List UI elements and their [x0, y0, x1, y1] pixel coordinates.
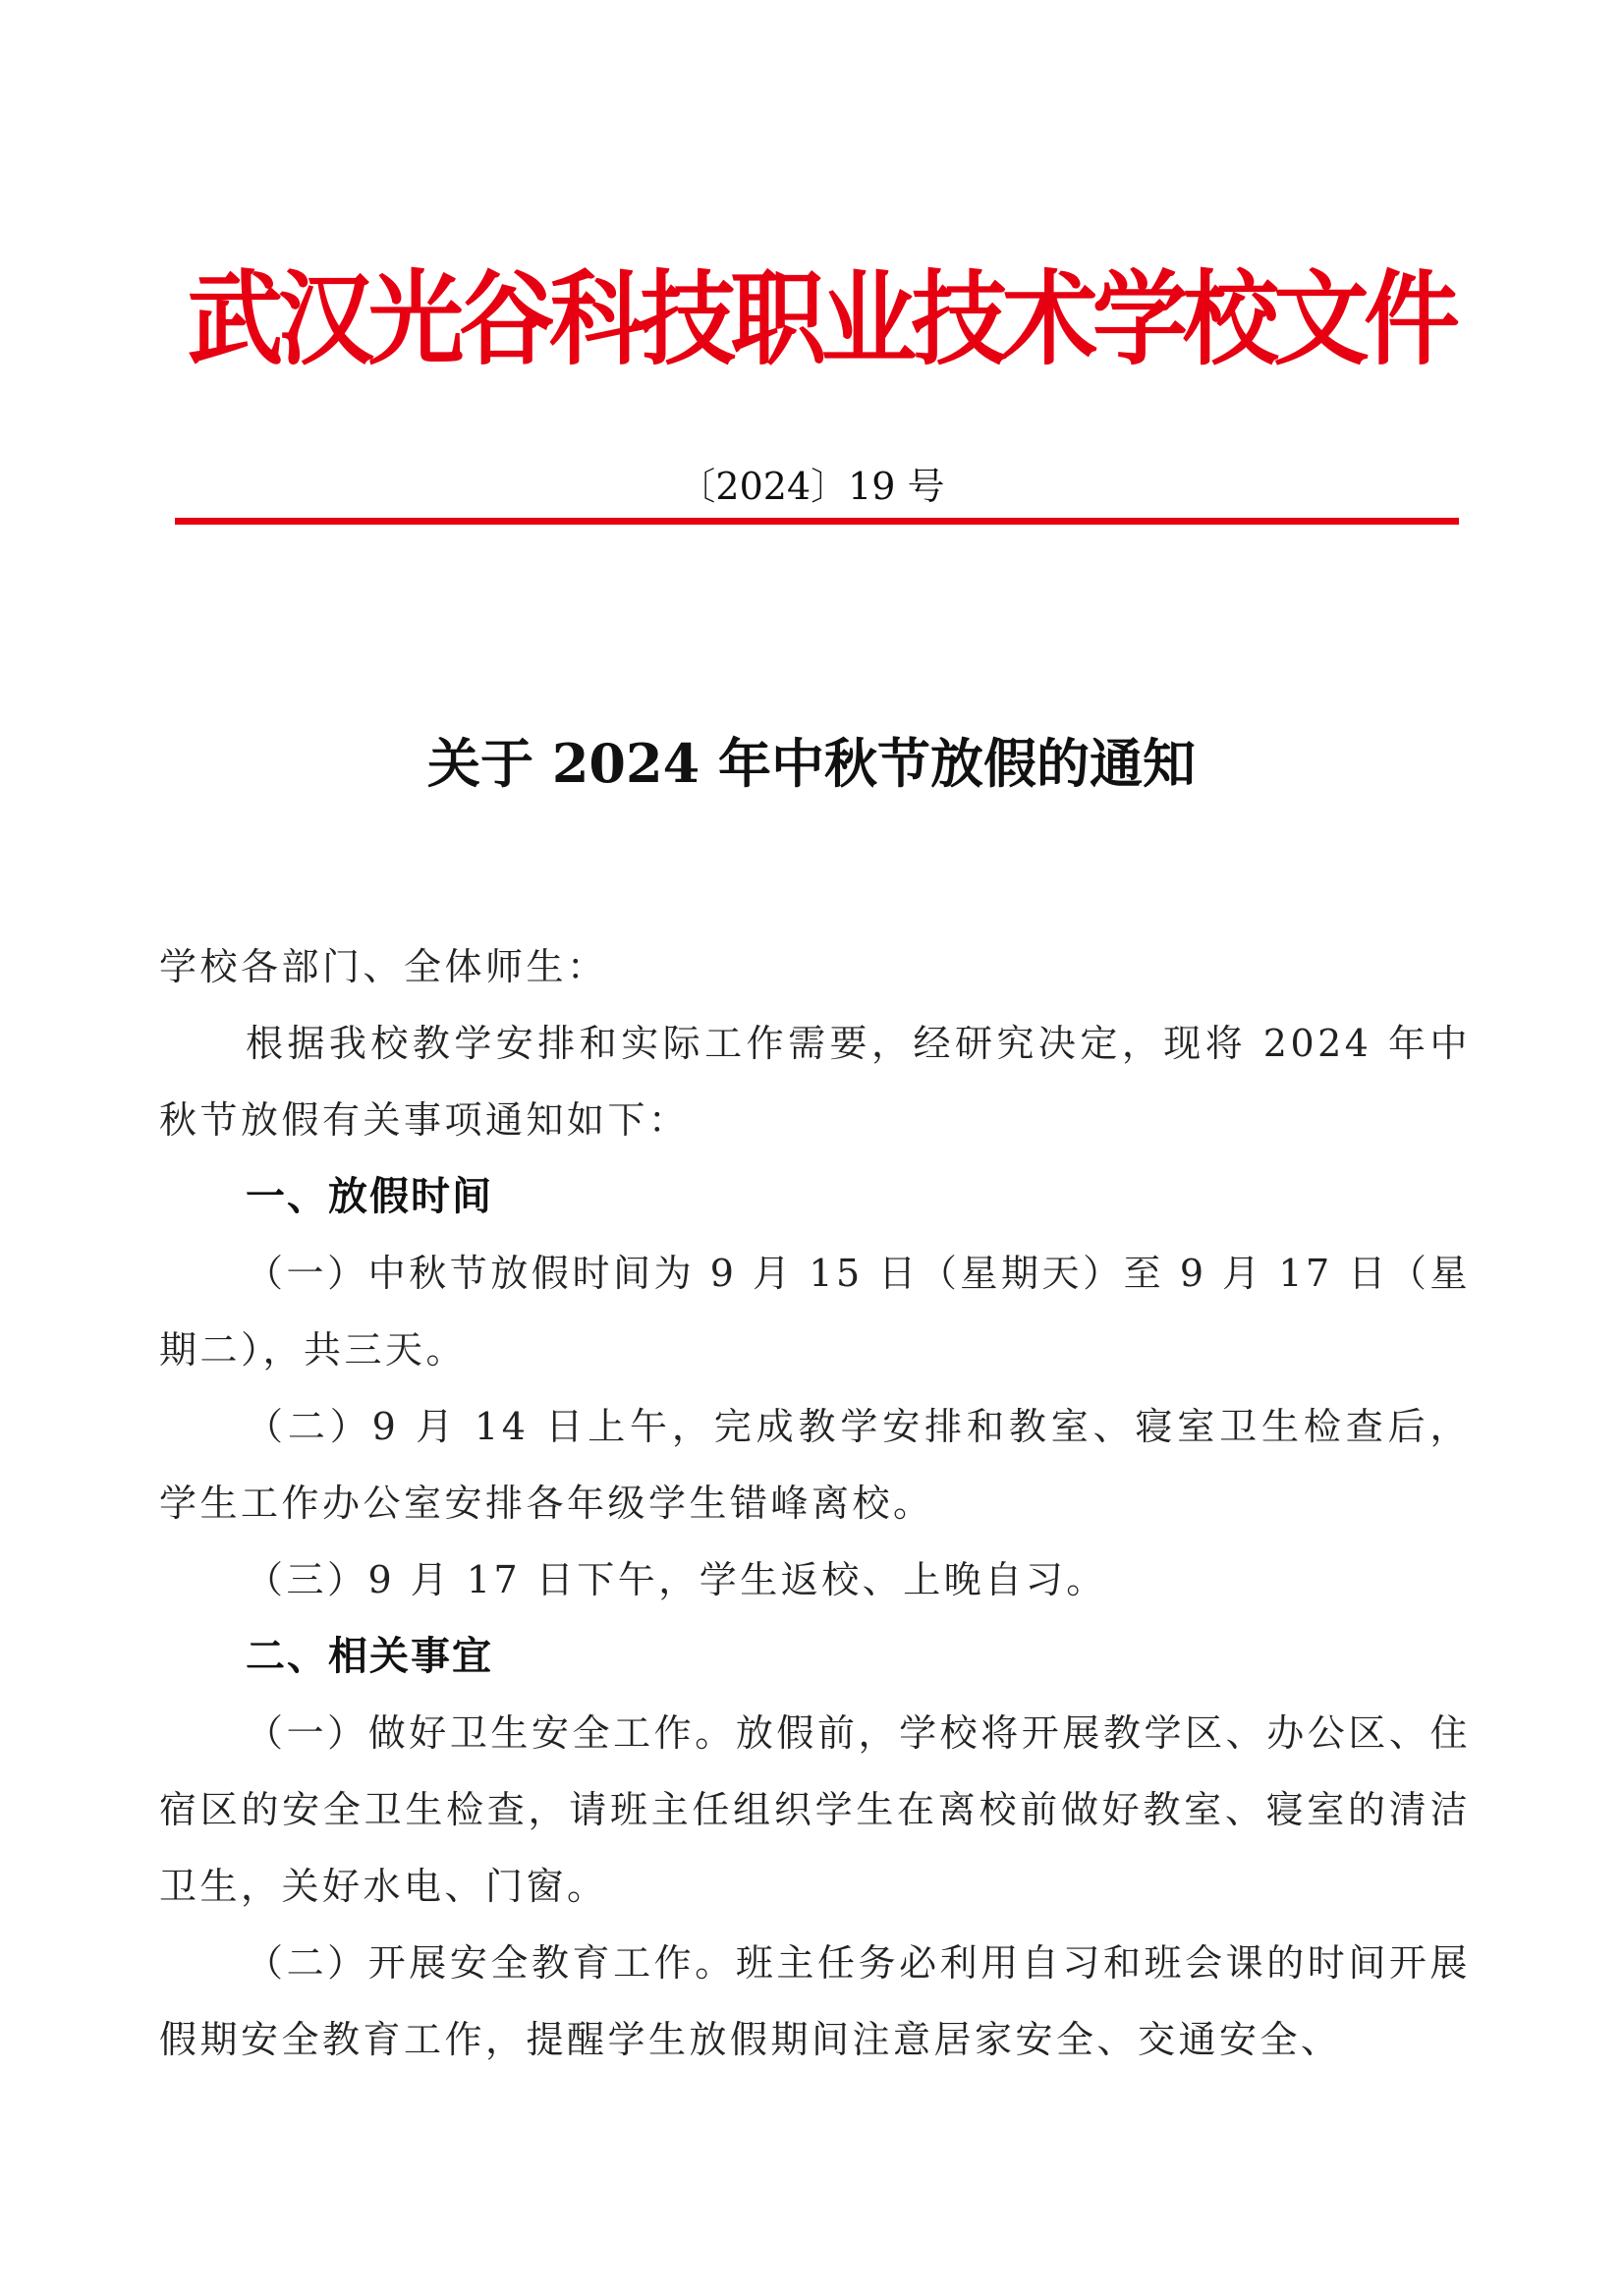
section-heading-related-matters: 二、相关事宜 — [246, 1634, 493, 1679]
section-heading-holiday-time: 一、放假时间 — [246, 1174, 493, 1219]
intro-paragraph: 根据我校教学安排和实际工作需要，经研究决定，现将 2024 年中秋节放假有关事项通知如下： — [159, 1022, 1471, 1142]
notice-title: 关于 2024 年中秋节放假的通知 — [427, 732, 1196, 795]
document-number: 〔2024〕19 号 — [678, 465, 945, 508]
notice-body — [159, 928, 1471, 2078]
holiday-item-1: （一）中秋节放假时间为 9 月 15 日（星期天）至 9 月 17 日（星期二），共三天。 — [159, 1252, 1471, 1372]
salutation: 学校各部门、全体师生： — [159, 945, 608, 988]
holiday-item-2: （二）9 月 14 日上午，完成教学安排和教室、寝室卫生检查后，学生工作办公室安排各年级学生错峰离校。 — [159, 1405, 1471, 1525]
matters-item-1: （一）做好卫生安全工作。放假前，学校将开展教学区、办公区、住宿区的安全卫生检查，请班主任组织学生在离校前做好教室、寝室的清洁卫生，关好水电、门窗。 — [159, 1711, 1471, 1908]
holiday-item-3: （三）9 月 17 日下午，学生返校、上晚自习。 — [246, 1558, 1107, 1601]
document-header-title: 武汉光谷科技职业技术学校文件 — [187, 259, 1455, 379]
matters-item-2: （二）开展安全教育工作。班主任务必利用自习和班会课的时间开展假期安全教育工作，提醒学生放假期间注意居家安全、交通安全、 — [159, 1941, 1471, 2061]
red-divider-line — [175, 518, 1459, 525]
